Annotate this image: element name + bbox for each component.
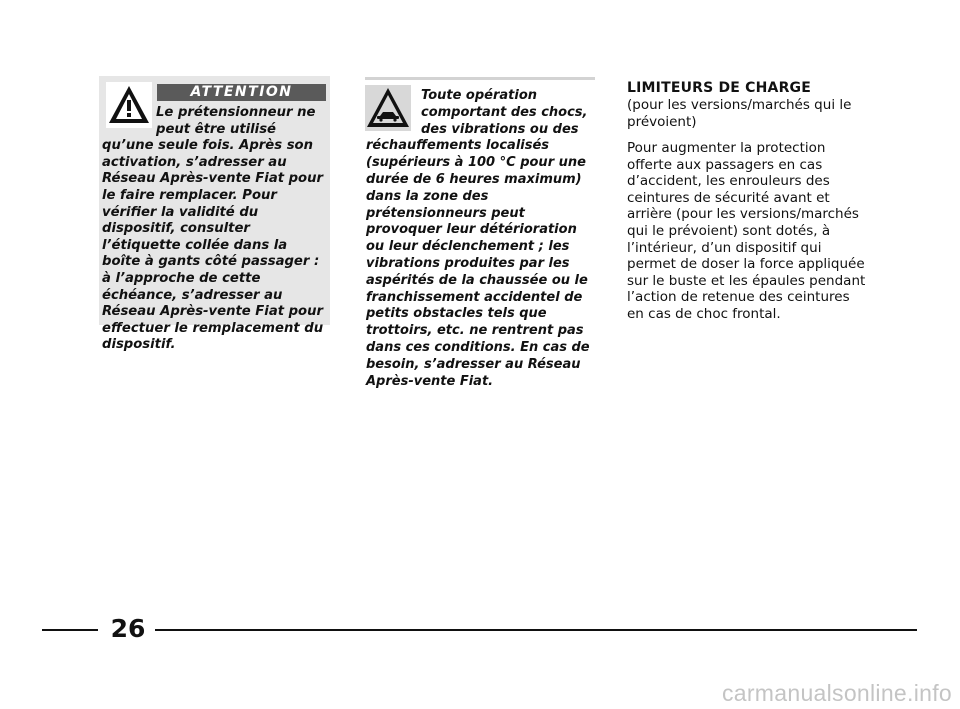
caution-divider (365, 77, 595, 80)
watermark: carmanualsonline.info (721, 680, 952, 706)
section-subtitle: (pour les versions/marchés qui le prévoient) (627, 97, 852, 130)
caution-text: Toute opération comportant des chocs, des vibrations ou des réchauffements localisés (supérieurs à 100 °C pour une durée de 6 heures maximum) dans la zone des prétensionneurs peut provoquer leur détérioration ou leur déclenchement ; les vibrations produites par les aspérités de la chaussée ou le franchissement accidentel de petits obstacles tels que trottoirs, etc. ne rentrent pas dans ces conditions. En cas de besoin, s’adresser au Réseau Après-vente Fiat. (366, 88, 590, 389)
section-body: Pour augmenter la protection offerte aux passagers en cas d’accident, les enrouleurs des ceintures de sécurité avant et arrière (pour les versions/marchés qui le prévoient) sont dotés, à l’intérieur, d’un dispositif qui permet de doser la force appliquée sur le buste et les épaules pendant l’action de retenue des ceintures en cas de choc frontal. (627, 140, 866, 322)
page-number: 26 (110, 614, 146, 643)
load-limiter-section (627, 79, 867, 323)
attention-box (99, 76, 330, 353)
attention-text-block (102, 105, 325, 354)
footer-rule-left (42, 629, 98, 631)
attention-label: ATTENTION (157, 84, 326, 101)
caution-text-block (366, 88, 595, 390)
footer-rule-right (155, 629, 917, 631)
section-title: LIMITEURS DE CHARGE (627, 80, 812, 96)
attention-text: Le prétensionneur ne peut être utilisé qu’une seule fois. Après son activation, s’adresser au Réseau Après-vente Fiat pour le faire remplacer. Pour vérifier la validité du dispositif, consulter l’étiquette collée dans la boîte à gants côté passager : à l’approche de cette échéance, s’adresser au Réseau Après-vente Fiat pour effectuer le remplacement du dispositif. (102, 105, 324, 353)
